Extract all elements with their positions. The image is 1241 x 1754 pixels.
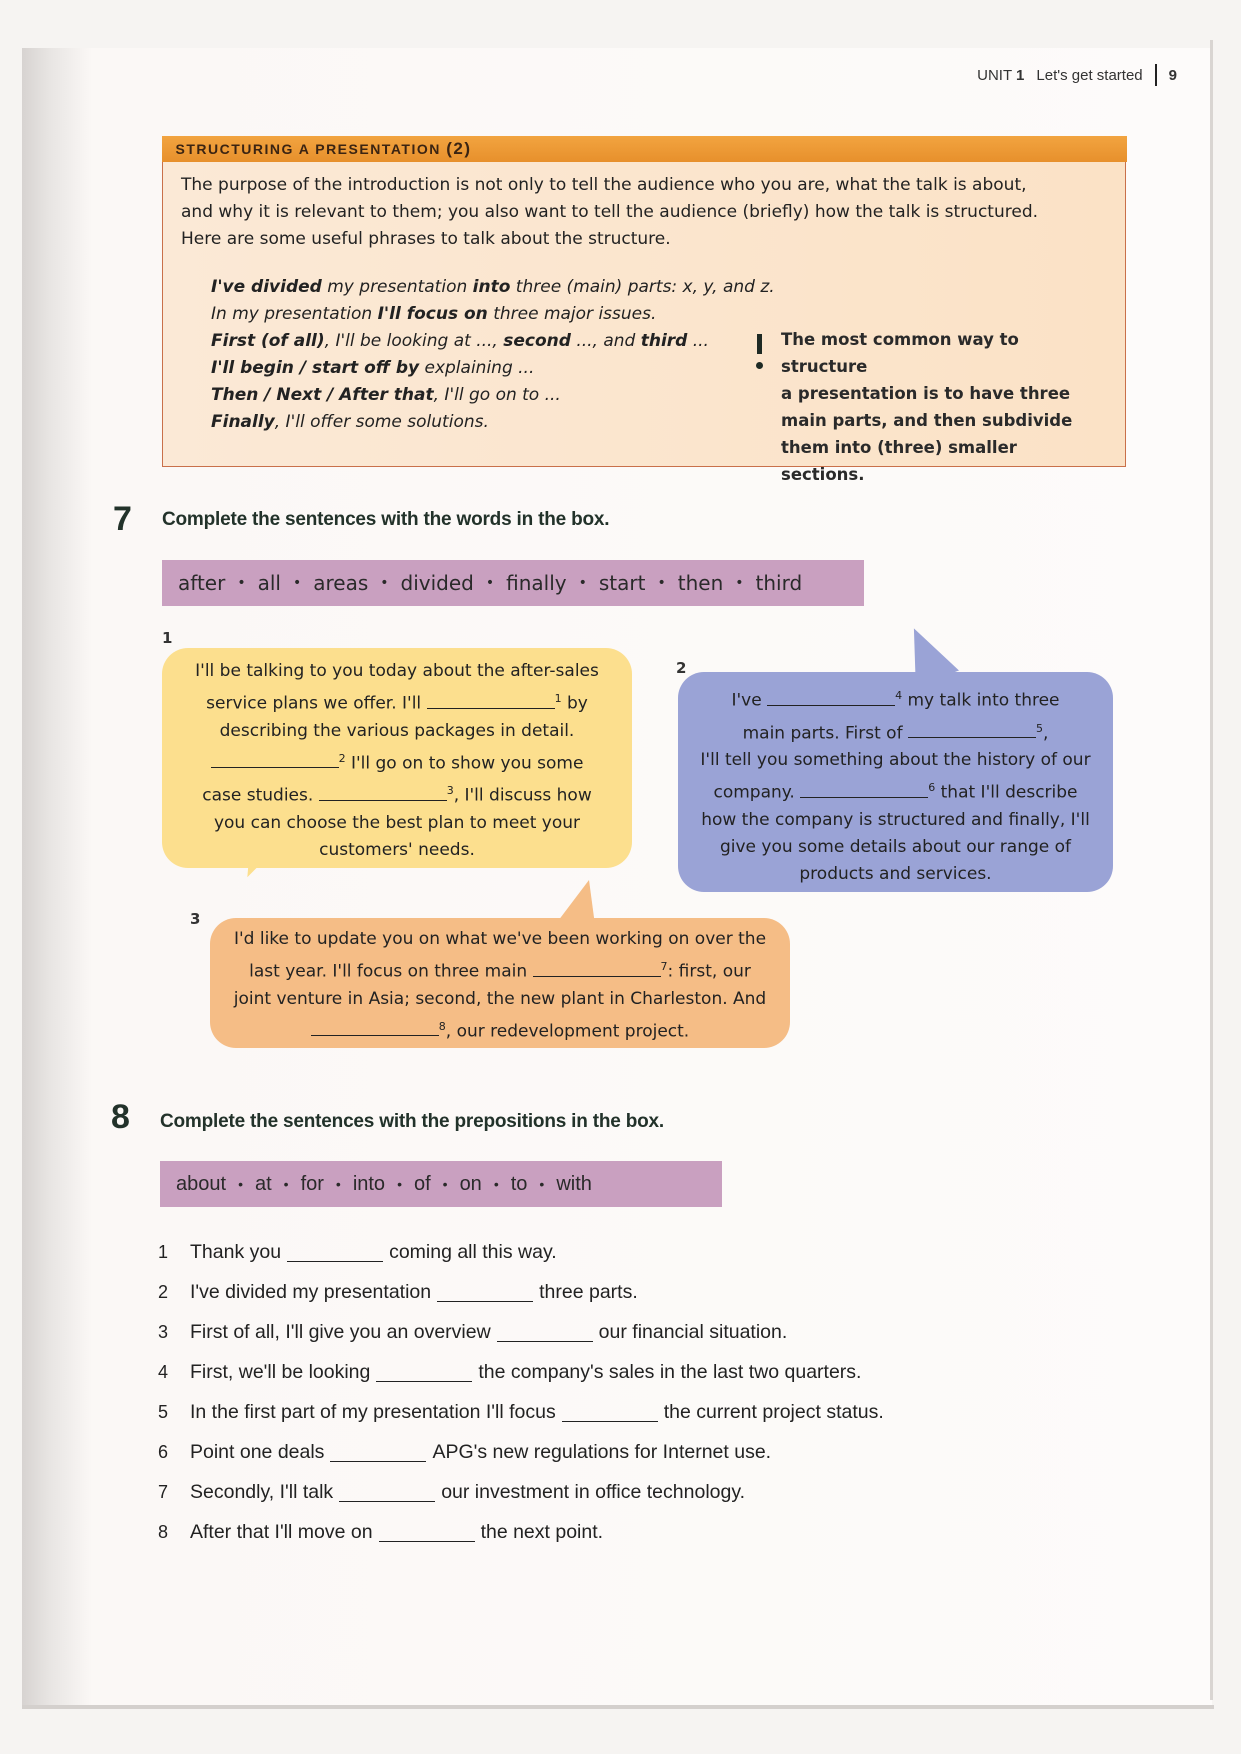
exercise-8-instruction: Complete the sentences with the prepositions in the box. — [160, 1111, 664, 1132]
phrase-line — [211, 409, 775, 436]
word-option: start — [598, 571, 646, 595]
phrase-text: three (main) parts: x, y, and z. — [510, 277, 775, 297]
tip-line: main parts, and then subdivide — [781, 411, 1073, 430]
bubble-text: describing the various packages in detail. — [219, 720, 575, 741]
bubble-line — [678, 807, 1113, 834]
gap-number: 2 — [338, 751, 346, 765]
sentence-after: the current project status. — [663, 1400, 884, 1423]
exercise-7-number: 7 — [113, 500, 132, 538]
sentence-after: APG's new regulations for Internet use. — [432, 1440, 772, 1463]
exercise-8-number: 8 — [111, 1098, 130, 1136]
exercise-7-instruction: Complete the sentences with the words in the box. — [162, 509, 610, 530]
bubble-text: by — [561, 693, 588, 714]
bubble-text: , — [1042, 723, 1049, 744]
sentence-before: First, we'll be looking — [190, 1360, 371, 1383]
useful-phrases-list — [211, 274, 775, 436]
phrase-key: First (of all) — [211, 331, 325, 351]
sentence-item — [158, 1312, 884, 1352]
answer-blank[interactable] — [497, 1323, 593, 1342]
phrase-key: I've divided — [211, 277, 322, 297]
bubble-line — [678, 861, 1113, 888]
phrase-text: , I'll offer some solutions. — [274, 412, 489, 432]
bubble-line — [162, 658, 632, 685]
gap-number: 1 — [554, 692, 562, 705]
word-option: then — [677, 571, 724, 595]
sentence-before: First of all, I'll give you an overview — [190, 1320, 491, 1343]
bubble-3-label: 3 — [190, 910, 201, 928]
bubble-text: last year. I'll focus on three main — [249, 961, 533, 982]
page-bottom-edge — [22, 1705, 1214, 1709]
answer-blank[interactable] — [311, 1017, 439, 1036]
word-option: third — [755, 571, 803, 595]
bubble-text: I'll go on to show you some — [345, 753, 584, 774]
answer-blank[interactable] — [379, 1523, 475, 1542]
answer-blank[interactable] — [767, 687, 895, 706]
bullet-separator: • — [283, 1176, 289, 1192]
sentence-number: 1 — [158, 1241, 169, 1262]
speech-bubble-3 — [210, 918, 790, 1048]
sentence-after: the company's sales in the last two quarters. — [478, 1360, 862, 1383]
bubble-text: products and services. — [799, 863, 992, 884]
gap-number: 7 — [660, 960, 668, 973]
answer-blank[interactable] — [533, 958, 661, 977]
answer-blank[interactable] — [287, 1243, 383, 1262]
bubble-text: that I'll describe — [935, 782, 1078, 803]
bubble-text: , I'll discuss how — [453, 785, 592, 806]
sentence-number: 4 — [158, 1361, 169, 1382]
bubble-text: joint venture in Asia; second, the new plant in Charleston. And — [233, 988, 767, 1009]
phrase-key: second — [503, 331, 571, 351]
phrase-line — [211, 328, 775, 355]
word-option: of — [413, 1172, 431, 1195]
phrase-text: explaining ... — [419, 358, 535, 378]
answer-blank[interactable] — [211, 749, 339, 768]
bubble-line — [678, 834, 1113, 861]
bubble-text: how the company is structured and finally, I'll — [701, 809, 1090, 830]
answer-blank[interactable] — [376, 1363, 472, 1382]
bubble-line — [678, 682, 1113, 715]
phrase-line — [211, 382, 775, 409]
box-intro — [163, 162, 1125, 253]
phrase-text: , I'll be looking at ..., — [324, 331, 504, 351]
answer-blank[interactable] — [339, 1483, 435, 1502]
sentence-number: 5 — [158, 1401, 169, 1422]
speech-bubble-2 — [678, 672, 1113, 892]
sentence-after: the next point. — [480, 1520, 604, 1543]
bubble-text: you can choose the best plan to meet your — [213, 812, 581, 833]
gap-number: 5 — [1035, 721, 1043, 735]
sentence-number: 7 — [158, 1481, 169, 1502]
bullet-separator: • — [485, 575, 495, 591]
phrase-text: In my presentation — [211, 304, 378, 324]
structuring-presentation-box — [162, 136, 1126, 484]
bubble-line — [210, 953, 790, 986]
bullet-separator: • — [335, 1176, 341, 1192]
answer-blank[interactable] — [437, 1283, 533, 1302]
bullet-separator: • — [380, 575, 389, 591]
intro-line: Here are some useful phrases to talk about the structure. — [181, 229, 671, 249]
bubble-line — [210, 986, 790, 1013]
word-option: at — [254, 1172, 272, 1195]
bubble-line — [210, 1013, 790, 1046]
tip-line: The most common way to structure — [781, 330, 1019, 376]
page-number: 9 — [1168, 66, 1177, 84]
answer-blank[interactable] — [427, 690, 555, 709]
bubble-text: case studies. — [202, 785, 319, 806]
tip-line: them into (three) smaller sections. — [781, 438, 1017, 484]
word-option: for — [300, 1172, 324, 1195]
bubble-text: main parts. First of — [742, 723, 908, 744]
word-option: into — [352, 1172, 386, 1195]
bubble-line — [210, 926, 790, 953]
sentence-before: Secondly, I'll talk — [190, 1480, 334, 1503]
word-option: areas — [313, 571, 369, 595]
phrase-text: ..., and — [570, 331, 641, 351]
gap-number: 6 — [928, 781, 936, 795]
bubble-line — [678, 715, 1113, 748]
sentence-item — [158, 1392, 884, 1432]
sentence-after: three parts. — [539, 1280, 638, 1303]
bubble-line — [162, 810, 632, 837]
bubble-1-label: 1 — [162, 629, 173, 647]
bullet-separator: • — [657, 575, 666, 591]
intro-line: The purpose of the introduction is not only to tell the audience who you are, what the talk is about, — [181, 175, 1027, 195]
exercise-8-word-box — [160, 1161, 722, 1207]
sentence-after: our financial situation. — [598, 1320, 788, 1343]
exercise-7-word-box — [162, 560, 864, 606]
tip-note — [753, 326, 1093, 488]
bubble-text: I'll be talking to you today about the after-sales — [195, 661, 599, 681]
bullet-separator: • — [238, 1176, 243, 1192]
speech-bubble-1 — [162, 648, 632, 868]
answer-blank[interactable] — [800, 779, 928, 798]
sentence-item — [158, 1512, 884, 1552]
bubble-text: give you some details about our range of — [719, 836, 1072, 857]
bullet-separator: • — [237, 575, 246, 591]
phrase-key: I'll begin / start off by — [211, 358, 420, 378]
bubble-text: I've — [731, 690, 768, 711]
gap-number: 4 — [895, 689, 903, 702]
bubble-text: service plans we offer. I'll — [206, 693, 427, 714]
exclamation-icon — [753, 326, 767, 488]
word-option: with — [556, 1172, 592, 1195]
bubble-text: : first, our — [667, 961, 751, 982]
bubble-line — [678, 774, 1113, 807]
gap-number: 3 — [446, 784, 454, 798]
bubble-text: , our redevelopment project. — [445, 1021, 690, 1042]
bubble-text: I'd like to update you on what we've been working on over the — [233, 929, 767, 949]
phrase-line — [211, 274, 775, 301]
bubble-2-label: 2 — [676, 659, 687, 677]
word-option: finally — [506, 571, 567, 595]
sentence-before: I've divided my presentation — [190, 1280, 432, 1303]
sentence-after: our investment in office technology. — [441, 1480, 746, 1503]
bubble-line — [162, 837, 632, 864]
sentence-before: After that I'll move on — [190, 1520, 373, 1543]
answer-blank[interactable] — [319, 782, 447, 801]
phrase-key: into — [472, 277, 511, 297]
bubble-text: I'll tell you something about the history of our — [700, 750, 1091, 771]
tip-line: a presentation is to have three — [781, 384, 1071, 403]
bubble-line — [678, 747, 1113, 774]
exercise-8-sentences — [158, 1232, 884, 1552]
word-option: all — [257, 571, 281, 595]
bullet-separator: • — [578, 575, 587, 591]
page-edge — [1210, 40, 1213, 1700]
bubble-line — [162, 718, 632, 745]
bullet-separator: • — [735, 575, 744, 591]
sentence-number: 3 — [158, 1321, 169, 1342]
sentence-number: 8 — [158, 1521, 169, 1542]
sentence-number: 6 — [158, 1441, 169, 1462]
gap-number: 8 — [438, 1019, 446, 1033]
sentence-item — [158, 1272, 884, 1312]
unit-label: UNIT 1 — [977, 66, 1025, 84]
phrase-key: third — [640, 331, 688, 351]
bullet-separator: • — [442, 1176, 448, 1192]
bullet-separator: • — [539, 1176, 545, 1192]
bubble-line — [162, 777, 632, 810]
intro-line: and why it is relevant to them; you also want to tell the audience (briefly) how the talk is structured. — [181, 202, 1039, 222]
word-option: on — [459, 1172, 482, 1195]
phrase-line — [211, 301, 775, 328]
phrase-key: I'll focus on — [377, 304, 488, 324]
unit-title: Let's get started — [1036, 66, 1143, 84]
bullet-separator: • — [493, 1176, 499, 1192]
sentence-before: Thank you — [190, 1240, 282, 1263]
sentence-before: In the first part of my presentation I'll focus — [190, 1400, 556, 1423]
bullet-separator: • — [397, 1176, 402, 1192]
sentence-number: 2 — [158, 1281, 169, 1302]
bubble-text: my talk into three — [902, 690, 1060, 711]
sentence-item — [158, 1472, 884, 1512]
bubble-text: company. — [713, 782, 801, 803]
word-option: about — [176, 1172, 227, 1195]
bubble-text: customers' needs. — [319, 839, 475, 860]
word-option: after — [178, 571, 226, 595]
sentence-item — [158, 1232, 884, 1272]
word-option: to — [510, 1172, 528, 1195]
sentence-after: coming all this way. — [389, 1240, 557, 1263]
sentence-before: Point one deals — [190, 1440, 325, 1463]
phrase-text: three major issues. — [487, 304, 657, 324]
sentence-item — [158, 1352, 884, 1392]
phrase-text: my presentation — [321, 277, 473, 297]
phrase-key: Then / Next / After that — [211, 385, 434, 405]
bubble-line — [162, 685, 632, 718]
phrase-text: ... — [687, 331, 709, 351]
phrase-key: Finally — [211, 412, 275, 432]
answer-blank[interactable] — [562, 1403, 658, 1422]
answer-blank[interactable] — [330, 1443, 426, 1462]
running-header — [977, 64, 1177, 86]
phrase-text: , I'll go on to ... — [433, 385, 561, 405]
phrase-line — [211, 355, 775, 382]
bullet-separator: • — [292, 575, 302, 591]
header-divider — [1155, 64, 1157, 86]
sentence-item — [158, 1432, 884, 1472]
box-title: STRUCTURING A PRESENTATION (2) — [162, 136, 1127, 162]
answer-blank[interactable] — [908, 719, 1036, 738]
bubble-line — [162, 745, 632, 778]
word-option: divided — [400, 571, 474, 595]
